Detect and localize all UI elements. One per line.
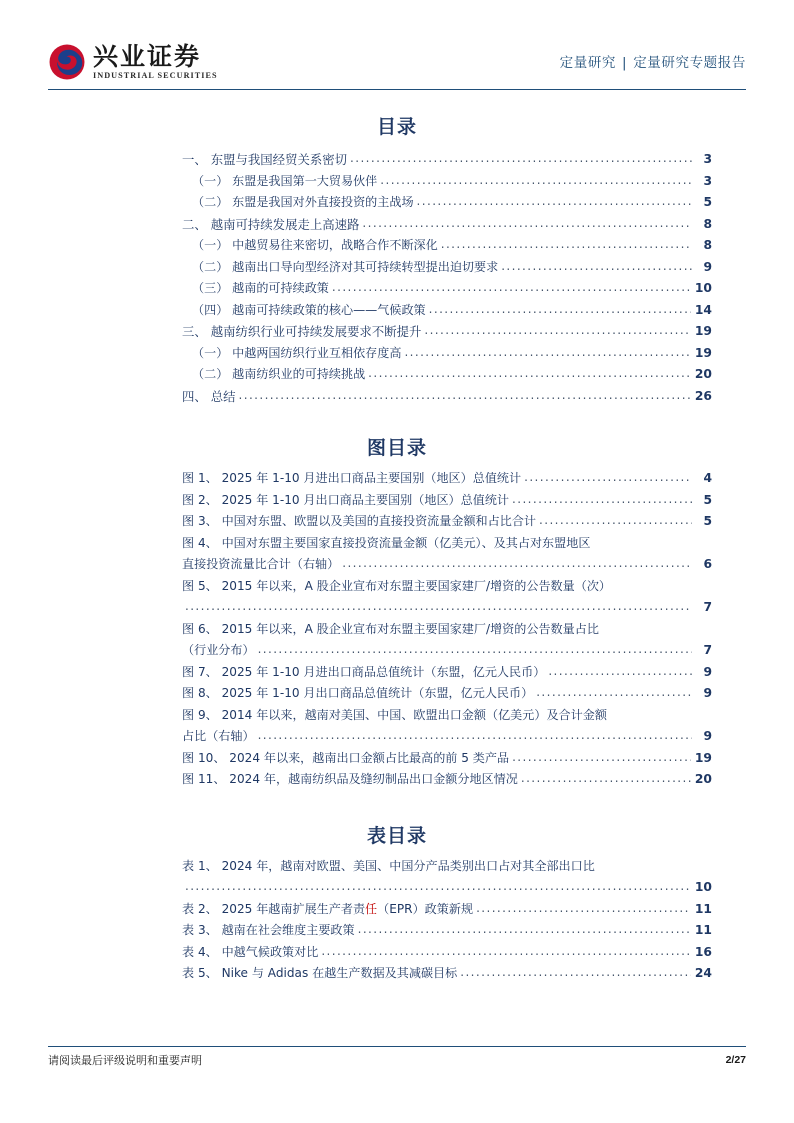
toc-entry-row[interactable] [182,386,712,408]
figure-entry-label-line1: 图 4、 中国对东盟主要国家直接投资流量金额（亿美元）、及其占对东盟地区 [182,535,591,550]
dot-leader [342,559,692,576]
figure-entry[interactable] [182,748,712,770]
toc-content [48,104,746,985]
dot-leader [362,218,692,235]
table-entry-page-number: 11 [694,901,712,916]
toc-entry-row[interactable] [182,171,712,193]
dot-leader [332,283,691,300]
toc-entry-label: 四、 总结 [182,388,236,404]
figure-entry-label: 图 7、 2025 年 1-10 月进出口商品总值统计（东盟，亿元人民币） [182,664,546,679]
dot-leader [368,369,691,386]
table-entry[interactable] [182,856,712,899]
figure-entry-line2[interactable] [182,554,712,576]
figure-entry-line2[interactable] [182,640,712,662]
page-footer [48,1052,746,1068]
dot-leader [460,968,691,985]
table-entry-page-number: 16 [694,944,712,959]
figure-entry-page-number: 6 [703,557,712,571]
figure-entry-row[interactable] [182,769,712,791]
table-entry-label: 表 2、 2025 年越南扩展生产者责任（EPR）政策新规 [182,901,474,916]
figure-entry-row[interactable] [182,662,712,684]
figure-entry[interactable] [182,576,712,619]
dot-leader [258,731,692,748]
logo-chinese-name: 兴业证券 [93,41,202,71]
table-entry-label: 表 3、 越南在社会维度主要政策 [182,923,355,937]
figure-entry-row[interactable] [182,511,712,533]
dot-leader [404,347,690,364]
figure-entry-row[interactable] [182,468,712,490]
table-entry-row[interactable] [182,920,712,942]
figure-entry-page-number: 5 [703,492,712,507]
figure-entry[interactable] [182,619,712,662]
header-report-label [560,51,746,73]
header-report-type: 定量研究专题报告 [633,55,746,71]
header-separator: | [622,55,628,71]
footer-disclaimer: 请阅读最后评级说明和重要声明 [48,1054,202,1067]
toc-entry-page-number: 10 [694,281,712,295]
figure-entry-page-number: 7 [703,600,712,614]
figure-entry-page-number: 7 [703,643,712,657]
toc-entry-label: 二、 越南可持续发展走上高速路 [182,216,360,232]
toc-entry[interactable] [182,257,712,279]
figure-entry-label-line2: （行业分布） [182,643,255,657]
dot-leader [512,494,692,511]
toc-list [182,149,712,407]
figure-entry[interactable] [182,511,712,533]
dot-leader [441,240,692,257]
figure-entry-line2[interactable] [182,597,712,619]
dot-leader [239,390,691,407]
figure-entry-page-number: 19 [694,750,712,765]
figure-entry-label: 图 2、 2025 年 1-10 月出口商品主要国别（地区）总值统计 [182,492,510,507]
figure-entry-page-number: 9 [703,664,712,679]
dot-leader [358,925,691,942]
figure-entry-label: 图 10、 2024 年以来，越南出口金额占比最高的前 5 类产品 [182,750,510,765]
figure-entry-label-line1: 图 6、 2015 年以来，A 股企业宣布对东盟主要国家建厂/增资的公告数量占比 [182,621,599,636]
industrial-securities-logo-icon [48,43,86,81]
figure-entry[interactable] [182,662,712,684]
table-entry-label: 表 4、 中越气候政策对比 [182,944,319,959]
figure-entry-label: 图 3、 中国对东盟、欧盟以及美国的直接投资流量金额和占比合计 [182,514,537,528]
dot-leader [185,882,691,899]
dot-leader [536,688,692,705]
company-logo [48,43,218,81]
dot-leader [521,774,691,791]
dot-leader [185,602,692,619]
logo-wordmark [93,41,218,81]
toc-entry[interactable] [182,192,712,214]
dot-leader [429,304,691,321]
toc-entry[interactable] [182,321,712,343]
toc-entry-label: （四） 越南可持续政策的核心——气候政策 [192,302,426,317]
dot-leader [501,261,692,278]
figure-entry-row[interactable] [182,683,712,705]
dot-leader [476,903,691,920]
table-entry[interactable] [182,963,712,985]
table-entry-label-line1: 表 1、 2024 年，越南对欧盟、美国、中国分产品类别出口占对其全部出口比 [182,858,595,873]
figure-entry-row[interactable] [182,748,712,770]
dot-leader [417,197,692,214]
figure-entry[interactable] [182,769,712,791]
figure-entry-wrapped [182,576,712,619]
table-entry-row[interactable] [182,963,712,985]
toc-entry-label: 一、 东盟与我国经贸关系密切 [182,152,348,167]
toc-entry-row[interactable] [182,257,712,279]
table-entry-page-number: 24 [694,966,712,980]
table-list [182,856,712,985]
dot-leader [350,154,692,171]
toc-entry[interactable] [182,278,712,300]
toc-entry[interactable] [182,300,712,322]
table-entry-line2[interactable] [182,877,712,899]
toc-entry-page-number: 9 [703,259,712,274]
table-entry[interactable] [182,942,712,964]
figure-entry-wrapped [182,619,712,662]
toc-entry-page-number: 14 [694,302,712,317]
figure-entry-label-line2: 占比（右轴） [182,729,255,743]
figure-entry-wrapped [182,533,712,576]
header-category: 定量研究 [559,55,617,71]
table-entry-label: 表 5、 Nike 与 Adidas 在越生产数据及其减碳目标 [182,966,458,980]
toc-entry-row[interactable] [182,278,712,300]
toc-entry[interactable] [182,343,712,365]
table-entry-wrapped [182,856,712,899]
toc-entry[interactable] [182,364,712,386]
toc-entry-label: （二） 越南纺织业的可持续挑战 [192,367,366,381]
figure-entry[interactable] [182,683,712,705]
toc-entry-row[interactable] [182,364,712,386]
logo-english-name: INDUSTRIAL SECURITIES [93,71,218,81]
table-entry-row[interactable] [182,899,712,921]
toc-entry-label: （一） 中越两国纺织行业互相依存度高 [192,345,402,360]
dot-leader [548,666,692,683]
page-header [48,36,746,88]
table-entry-row[interactable] [182,942,712,964]
figure-entry-line2[interactable] [182,726,712,748]
figure-entry-page-number: 9 [703,686,712,700]
table-entry-label-accent: 任 [365,901,378,916]
figure-entry-label-line1: 图 5、 2015 年以来，A 股企业宣布对东盟主要国家建厂/增资的公告数量（次） [182,578,612,593]
toc-entry-page-number: 19 [694,345,712,360]
toc-entry-row[interactable] [182,192,712,214]
figure-entry[interactable] [182,533,712,576]
footer-divider [48,1046,746,1047]
toc-entry-page-number: 3 [703,173,712,188]
toc-entry[interactable] [182,386,712,408]
toc-entry-row[interactable] [182,214,712,236]
toc-entry[interactable] [182,171,712,193]
figure-entry[interactable] [182,490,712,512]
toc-entry-row[interactable] [182,235,712,257]
toc-entry-row[interactable] [182,149,712,171]
table-entry-page-number: 10 [694,880,712,894]
figure-entry-page-number: 9 [703,729,712,743]
table-entry-page-number: 11 [694,923,712,937]
figure-entry-label: 图 8、 2025 年 1-10 月出口商品总值统计（东盟，亿元人民币） [182,686,534,700]
dot-leader [380,175,692,192]
toc-entry-row[interactable] [182,321,712,343]
dot-leader [524,473,692,490]
toc-entry-page-number: 20 [694,367,712,381]
toc-entry-label: 三、 越南纺织行业可持续发展要求不断提升 [182,324,422,339]
toc-entry-page-number: 8 [703,238,712,252]
figure-entry[interactable] [182,468,712,490]
figure-entry-page-number: 20 [694,772,712,786]
figure-entry-label: 图 1、 2025 年 1-10 月进出口商品主要国别（地区）总值统计 [182,471,522,485]
figure-list-heading: 图目录 [366,437,427,459]
toc-entry-page-number: 26 [694,388,712,403]
toc-entry[interactable] [182,149,712,171]
figure-entry-wrapped [182,705,712,748]
toc-entry-label: （一） 中越贸易往来密切，战略合作不断深化 [192,238,438,252]
toc-entry[interactable] [182,214,712,236]
toc-entry[interactable] [182,235,712,257]
dot-leader [424,326,691,343]
header-divider [48,89,746,90]
figure-entry-label: 图 11、 2024 年，越南纺织品及缝纫制品出口金额分地区情况 [182,772,518,786]
table-entry[interactable] [182,899,712,921]
table-entry[interactable] [182,920,712,942]
figure-entry[interactable] [182,705,712,748]
toc-entry-label: （三） 越南的可持续政策 [192,281,329,295]
figure-list [182,468,712,791]
toc-entry-page-number: 5 [703,195,712,209]
toc-entry-row[interactable] [182,300,712,322]
dot-leader [512,752,691,769]
figure-entry-page-number: 4 [703,471,712,485]
toc-entry-label: （二） 东盟是我国对外直接投资的主战场 [192,195,414,209]
dot-leader [258,645,692,662]
dot-leader [539,516,692,533]
figure-entry-label-line2: 直接投资流量比合计（右轴） [182,557,340,571]
toc-entry-page-number: 3 [703,152,712,166]
toc-entry-row[interactable] [182,343,712,365]
figure-entry-label-line1: 图 9、 2014 年以来，越南对美国、中国、欧盟出口金额（亿美元）及合计金额 [182,707,607,722]
figure-entry-row[interactable] [182,490,712,512]
figure-entry-page-number: 5 [703,514,712,528]
toc-entry-label: （一） 东盟是我国第一大贸易伙伴 [192,173,378,188]
toc-entry-label: （二） 越南出口导向型经济对其可持续转型提出迫切要求 [192,259,499,274]
toc-heading: 目录 [376,116,417,138]
footer-page-number: 2/27 [725,1054,746,1066]
toc-entry-page-number: 19 [694,324,712,338]
dot-leader [321,946,691,963]
toc-entry-page-number: 8 [703,216,712,231]
table-list-heading: 表目录 [366,824,427,847]
